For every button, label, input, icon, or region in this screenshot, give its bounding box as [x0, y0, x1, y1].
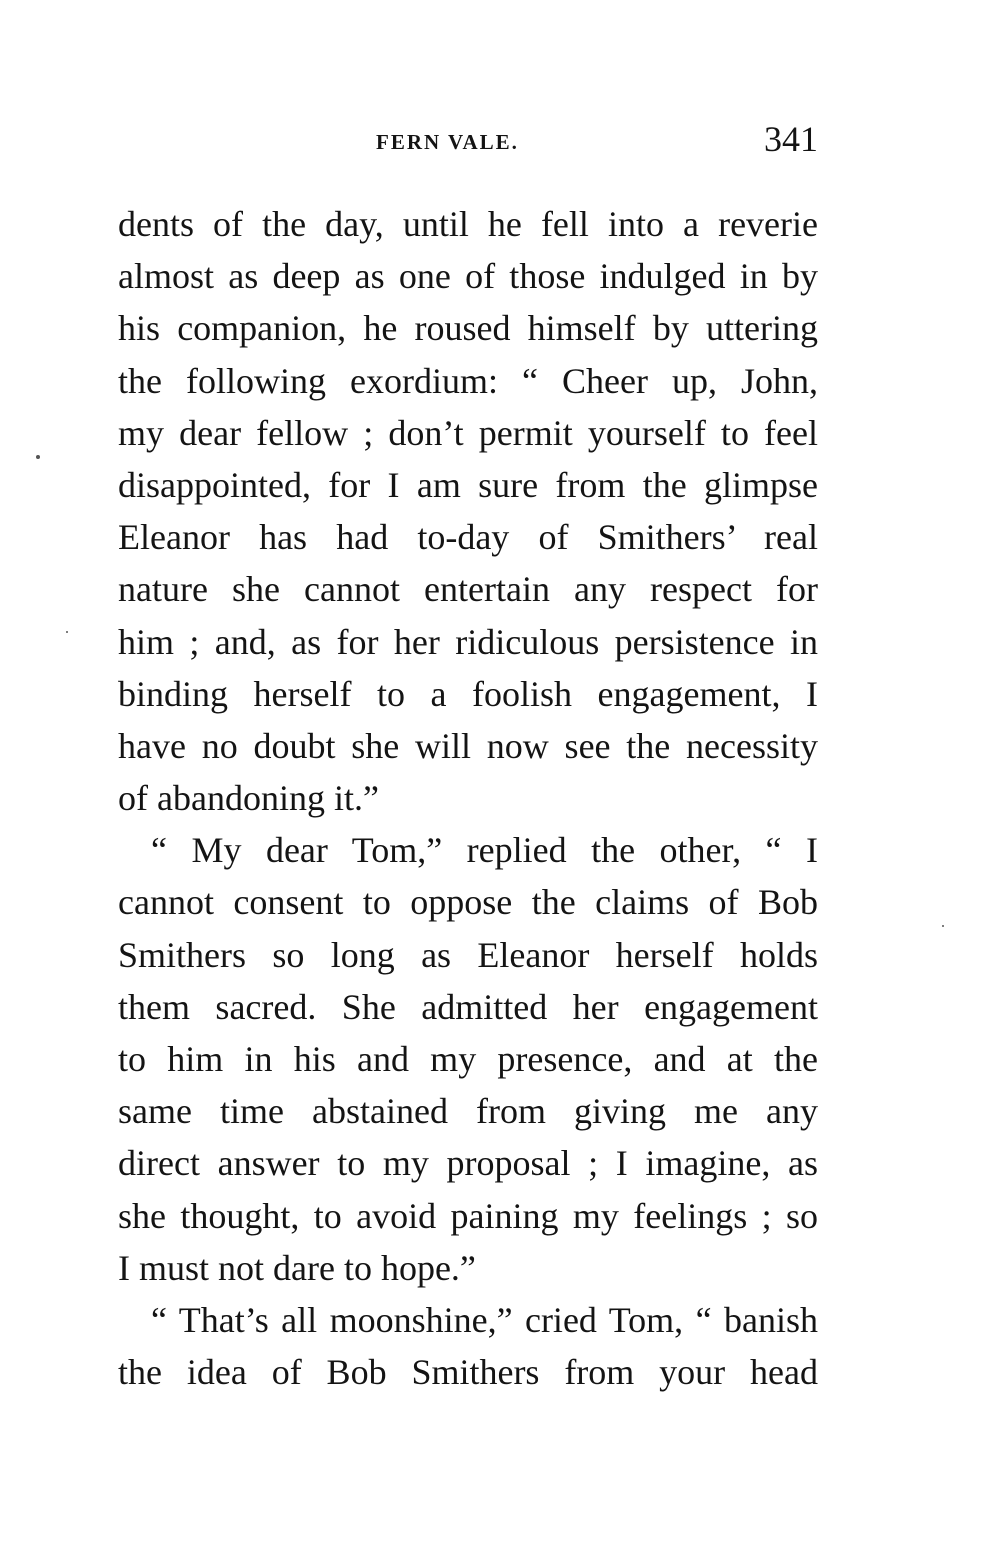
text-line: them sacred. She admitted her engagement: [118, 986, 818, 1027]
ink-speck: [66, 631, 68, 633]
paragraph-1: [118, 198, 818, 824]
text-line: my dear fellow ; don’t permit yourself to feel: [118, 412, 818, 453]
page-number: 341: [764, 119, 818, 159]
body-text: [118, 198, 818, 1398]
text-line: him ; and, as for her ridiculous persistence in: [118, 621, 818, 662]
text-line: disappointed, for I am sure from the glimpse: [118, 464, 818, 505]
text-line: his companion, he roused himself by uttering: [118, 308, 818, 349]
text-line: nature she cannot entertain any respect for: [118, 569, 818, 610]
ink-speck: [942, 925, 944, 927]
text-line: dents of the day, until he fell into a reverie: [118, 204, 818, 244]
text-line: almost as deep as one of those indulged in by: [118, 256, 818, 297]
text-line: same time abstained from giving me any: [118, 1091, 818, 1132]
text-line: to him in his and my presence, and at the: [118, 1039, 818, 1079]
text-line: have no doubt she will now see the necessity: [118, 725, 818, 766]
text-line: Smithers so long as Eleanor herself holds: [118, 934, 818, 975]
text-line: binding herself to a foolish engagement, I: [118, 673, 818, 714]
text-line: of abandoning it.”: [118, 778, 379, 819]
ink-speck: [36, 455, 40, 459]
text-line: “ My dear Tom,” replied the other, “ I: [151, 830, 818, 871]
paragraph-3: [118, 1294, 818, 1398]
text-line: I must not dare to hope.”: [118, 1247, 476, 1288]
text-line: the idea of Bob Smithers from your head: [118, 1352, 818, 1393]
text-line: cannot consent to oppose the claims of Bob: [118, 882, 818, 923]
text-line: the following exordium: “ Cheer up, John,: [118, 360, 818, 401]
text-line: Eleanor has had to-day of Smithers’ real: [118, 517, 818, 558]
text-line: direct answer to my proposal ; I imagine, as: [118, 1143, 818, 1184]
text-line: she thought, to avoid paining my feelings ; so: [118, 1195, 818, 1236]
paragraph-2: [118, 824, 818, 1294]
text-line: “ That’s all moonshine,” cried Tom, “ banish: [151, 1299, 818, 1340]
running-title: FERN VALE.: [376, 130, 519, 154]
page-header: [118, 118, 818, 166]
